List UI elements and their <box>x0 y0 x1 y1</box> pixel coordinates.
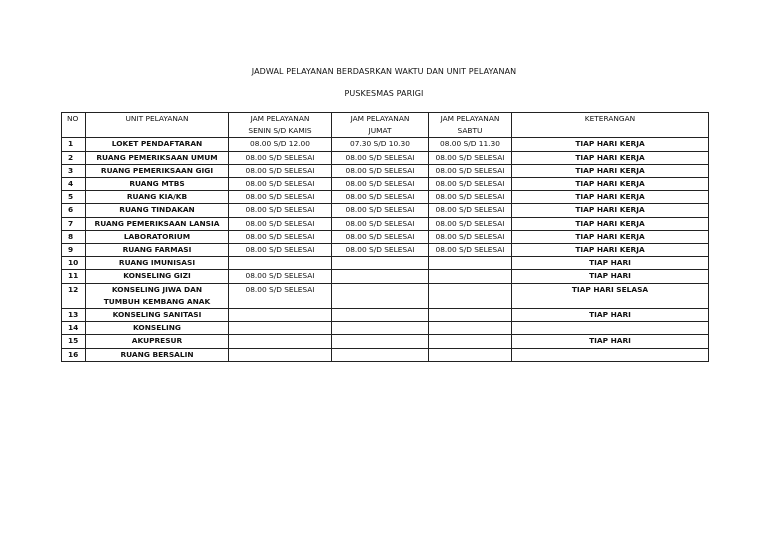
row-unit: RUANG PEMERIKSAAN GIGI <box>86 164 229 177</box>
row-senin-kamis: 08.00 S/D SELESAI <box>229 230 332 243</box>
row-keterangan: TIAP HARI SELASA <box>512 283 709 308</box>
row-sabtu <box>429 283 512 308</box>
table-row <box>62 217 709 230</box>
header-sabtu-line1: JAM PELAYANAN <box>440 114 500 123</box>
table-row <box>62 348 709 361</box>
row-jumat <box>332 335 429 348</box>
row-senin-kamis: 08.00 S/D SELESAI <box>229 204 332 217</box>
row-unit: RUANG MTBS <box>86 178 229 191</box>
table-row <box>62 270 709 283</box>
row-sabtu: 08.00 S/D 11.30 <box>429 138 512 151</box>
row-keterangan: TIAP HARI <box>512 270 709 283</box>
row-senin-kamis <box>229 257 332 270</box>
row-keterangan: TIAP HARI KERJA <box>512 151 709 164</box>
row-keterangan <box>512 322 709 335</box>
row-no: 8 <box>62 230 86 243</box>
row-sabtu <box>429 335 512 348</box>
header-senin-kamis-line2: SENIN S/D KAMIS <box>248 126 312 136</box>
row-unit: RUANG IMUNISASI <box>86 257 229 270</box>
row-no: 1 <box>62 138 86 151</box>
row-senin-kamis: 08.00 S/D SELESAI <box>229 151 332 164</box>
row-senin-kamis <box>229 322 332 335</box>
row-unit <box>86 283 229 308</box>
row-jumat <box>332 322 429 335</box>
row-jumat: 08.00 S/D SELESAI <box>332 164 429 177</box>
row-no: 12 <box>62 283 86 308</box>
header-jumat <box>332 113 429 138</box>
row-senin-kamis: 08.00 S/D SELESAI <box>229 270 332 283</box>
row-unit: KONSELING <box>86 322 229 335</box>
table-row <box>62 244 709 257</box>
row-unit: RUANG BERSALIN <box>86 348 229 361</box>
row-no: 7 <box>62 217 86 230</box>
row-keterangan: TIAP HARI KERJA <box>512 230 709 243</box>
row-senin-kamis: 08.00 S/D 12.00 <box>229 138 332 151</box>
row-unit-line2: TUMBUH KEMBANG ANAK <box>103 296 211 306</box>
row-senin-kamis <box>229 309 332 322</box>
header-jumat-line2: JUMAT <box>368 126 392 136</box>
row-sabtu: 08.00 S/D SELESAI <box>429 217 512 230</box>
row-keterangan: TIAP HARI <box>512 257 709 270</box>
schedule-table-body <box>62 138 709 361</box>
row-senin-kamis: 08.00 S/D SELESAI <box>229 178 332 191</box>
row-sabtu: 08.00 S/D SELESAI <box>429 178 512 191</box>
row-unit: LABORATORIUM <box>86 230 229 243</box>
row-keterangan: TIAP HARI <box>512 335 709 348</box>
table-row <box>62 230 709 243</box>
row-no: 2 <box>62 151 86 164</box>
row-no: 16 <box>62 348 86 361</box>
table-row <box>62 151 709 164</box>
header-senin-kamis <box>229 113 332 138</box>
row-no: 3 <box>62 164 86 177</box>
row-jumat: 08.00 S/D SELESAI <box>332 151 429 164</box>
row-no: 5 <box>62 191 86 204</box>
row-unit: RUANG FARMASI <box>86 244 229 257</box>
row-keterangan: TIAP HARI KERJA <box>512 191 709 204</box>
table-row <box>62 283 709 308</box>
row-sabtu <box>429 322 512 335</box>
row-no: 6 <box>62 204 86 217</box>
row-jumat <box>332 283 429 308</box>
row-unit: RUANG KIA/KB <box>86 191 229 204</box>
row-sabtu: 08.00 S/D SELESAI <box>429 191 512 204</box>
row-unit: RUANG TINDAKAN <box>86 204 229 217</box>
row-jumat: 08.00 S/D SELESAI <box>332 230 429 243</box>
row-unit: KONSELING GIZI <box>86 270 229 283</box>
header-no: NO <box>62 113 86 138</box>
row-no: 10 <box>62 257 86 270</box>
document-title: JADWAL PELAYANAN BERDASRKAN WAKTU DAN UNIT PELAYANAN <box>251 67 517 76</box>
row-unit: AKUPRESUR <box>86 335 229 348</box>
document-subtitle: PUSKESMAS PARIGI <box>344 89 424 98</box>
row-unit: LOKET PENDAFTARAN <box>86 138 229 151</box>
row-no: 11 <box>62 270 86 283</box>
row-no: 9 <box>62 244 86 257</box>
header-row <box>62 113 709 138</box>
row-jumat: 08.00 S/D SELESAI <box>332 178 429 191</box>
row-no: 15 <box>62 335 86 348</box>
row-senin-kamis <box>229 348 332 361</box>
row-senin-kamis <box>229 335 332 348</box>
row-senin-kamis: 08.00 S/D SELESAI <box>229 191 332 204</box>
row-sabtu <box>429 257 512 270</box>
table-row <box>62 309 709 322</box>
row-sabtu <box>429 348 512 361</box>
row-unit: KONSELING SANITASI <box>86 309 229 322</box>
table-row <box>62 138 709 151</box>
table-row <box>62 178 709 191</box>
row-keterangan: TIAP HARI KERJA <box>512 204 709 217</box>
row-sabtu <box>429 309 512 322</box>
schedule-table-header <box>62 113 709 138</box>
row-keterangan <box>512 348 709 361</box>
table-row <box>62 164 709 177</box>
row-jumat: 07.30 S/D 10.30 <box>332 138 429 151</box>
row-senin-kamis: 08.00 S/D SELESAI <box>229 164 332 177</box>
row-keterangan: TIAP HARI KERJA <box>512 217 709 230</box>
row-jumat <box>332 257 429 270</box>
header-keterangan: KETERANGAN <box>512 113 709 138</box>
row-senin-kamis: 08.00 S/D SELESAI <box>229 217 332 230</box>
header-sabtu <box>429 113 512 138</box>
row-jumat <box>332 270 429 283</box>
row-jumat: 08.00 S/D SELESAI <box>332 204 429 217</box>
row-unit: RUANG PEMERIKSAAN UMUM <box>86 151 229 164</box>
row-no: 14 <box>62 322 86 335</box>
row-no: 13 <box>62 309 86 322</box>
row-no: 4 <box>62 178 86 191</box>
row-sabtu <box>429 270 512 283</box>
header-senin-kamis-line1: JAM PELAYANAN <box>250 114 310 123</box>
row-sabtu: 08.00 S/D SELESAI <box>429 151 512 164</box>
row-unit-line1: KONSELING JIWA DAN <box>111 284 203 294</box>
table-row <box>62 191 709 204</box>
row-senin-kamis: 08.00 S/D SELESAI <box>229 244 332 257</box>
row-unit: RUANG PEMERIKSAAN LANSIA <box>86 217 229 230</box>
row-keterangan: TIAP HARI KERJA <box>512 244 709 257</box>
row-keterangan: TIAP HARI KERJA <box>512 178 709 191</box>
row-jumat: 08.00 S/D SELESAI <box>332 191 429 204</box>
row-keterangan: TIAP HARI KERJA <box>512 164 709 177</box>
header-jumat-line1: JAM PELAYANAN <box>350 114 410 123</box>
table-row <box>62 257 709 270</box>
row-sabtu: 08.00 S/D SELESAI <box>429 204 512 217</box>
row-jumat: 08.00 S/D SELESAI <box>332 217 429 230</box>
row-keterangan: TIAP HARI KERJA <box>512 138 709 151</box>
table-row <box>62 204 709 217</box>
row-jumat <box>332 348 429 361</box>
header-sabtu-line2: SABTU <box>457 126 483 136</box>
table-row <box>62 322 709 335</box>
row-sabtu: 08.00 S/D SELESAI <box>429 164 512 177</box>
row-jumat <box>332 309 429 322</box>
row-sabtu: 08.00 S/D SELESAI <box>429 244 512 257</box>
row-senin-kamis: 08.00 S/D SELESAI <box>229 283 332 308</box>
header-unit: UNIT PELAYANAN <box>86 113 229 138</box>
row-sabtu: 08.00 S/D SELESAI <box>429 230 512 243</box>
row-jumat: 08.00 S/D SELESAI <box>332 244 429 257</box>
schedule-table <box>61 112 709 362</box>
table-row <box>62 335 709 348</box>
row-keterangan: TIAP HARI <box>512 309 709 322</box>
